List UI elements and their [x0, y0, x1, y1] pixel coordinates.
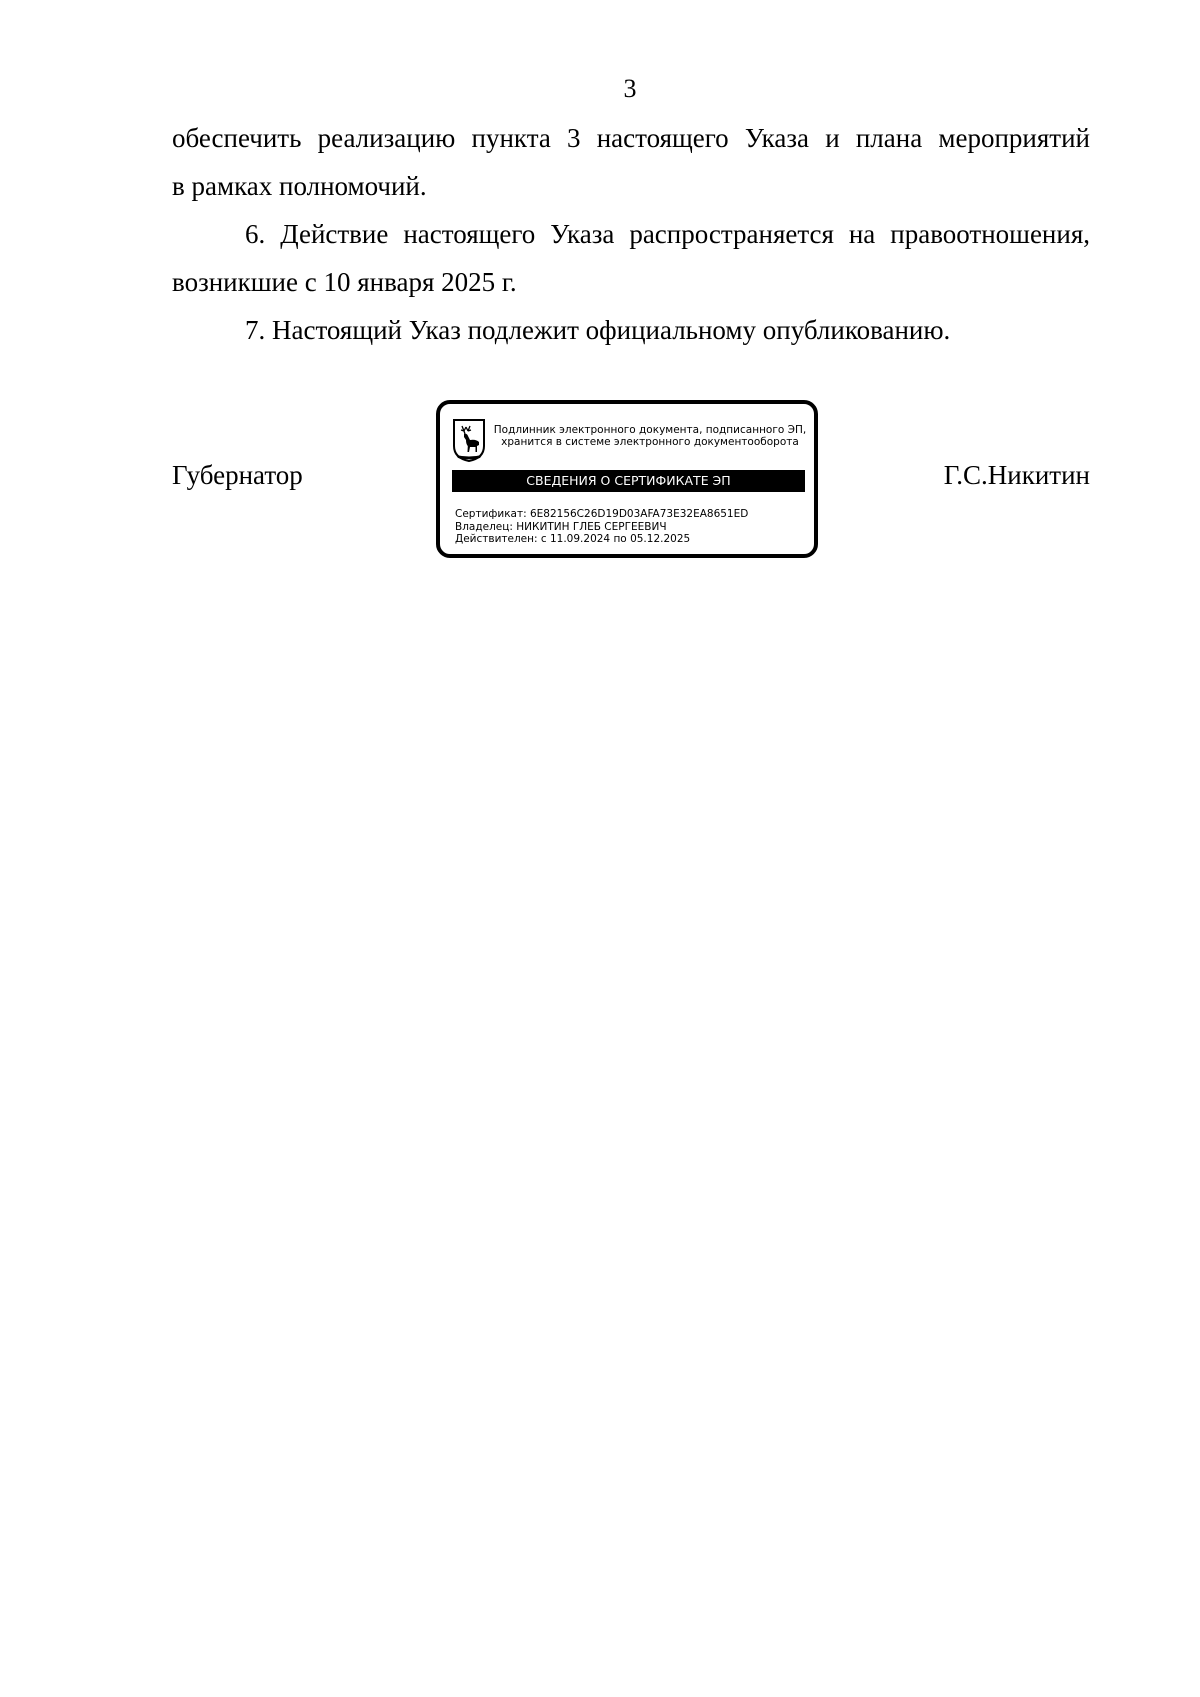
paragraph-item-7: 7. Настоящий Указ подлежит официальному опубликованию. [245, 315, 951, 345]
document-body [172, 114, 1090, 354]
electronic-signature-stamp [436, 400, 818, 558]
paragraph-item-6 [172, 210, 1090, 306]
paragraph-continuation [172, 114, 1090, 210]
certificate-validity: Действителен: с 11.09.2024 по 05.12.2025 [455, 533, 691, 545]
signature-name: Г.С.Никитин [943, 460, 1090, 490]
certificate-owner: Владелец: НИКИТИН ГЛЕБ СЕРГЕЕВИЧ [455, 520, 667, 533]
paragraph-line: в рамках полномочий. [172, 171, 427, 201]
certificate-number: Сертификат: 6E82156C26D19D03AFA73E32EA8651ED [455, 508, 749, 520]
paragraph-line: 6. Действие настоящего Указа распространяется на правоотношения, [245, 219, 1090, 249]
signature-title: Губернатор [172, 460, 303, 490]
deer-coat-of-arms-icon [452, 418, 486, 462]
stamp-notice-line: Подлинник электронного документа, подписанного ЭП, [493, 424, 807, 436]
certificate-details [455, 508, 810, 546]
paragraph-line: возникшие с 10 января 2025 г. [172, 267, 517, 297]
stamp-notice [490, 424, 810, 448]
paragraph-line: обеспечить реализацию пункта 3 настоящего Указа и плана мероприятий [172, 123, 1090, 153]
page-number: 3 [623, 74, 637, 103]
stamp-notice-line: хранится в системе электронного документооборота [501, 436, 799, 448]
stamp-header: СВЕДЕНИЯ О СЕРТИФИКАТЕ ЭП [452, 470, 805, 492]
